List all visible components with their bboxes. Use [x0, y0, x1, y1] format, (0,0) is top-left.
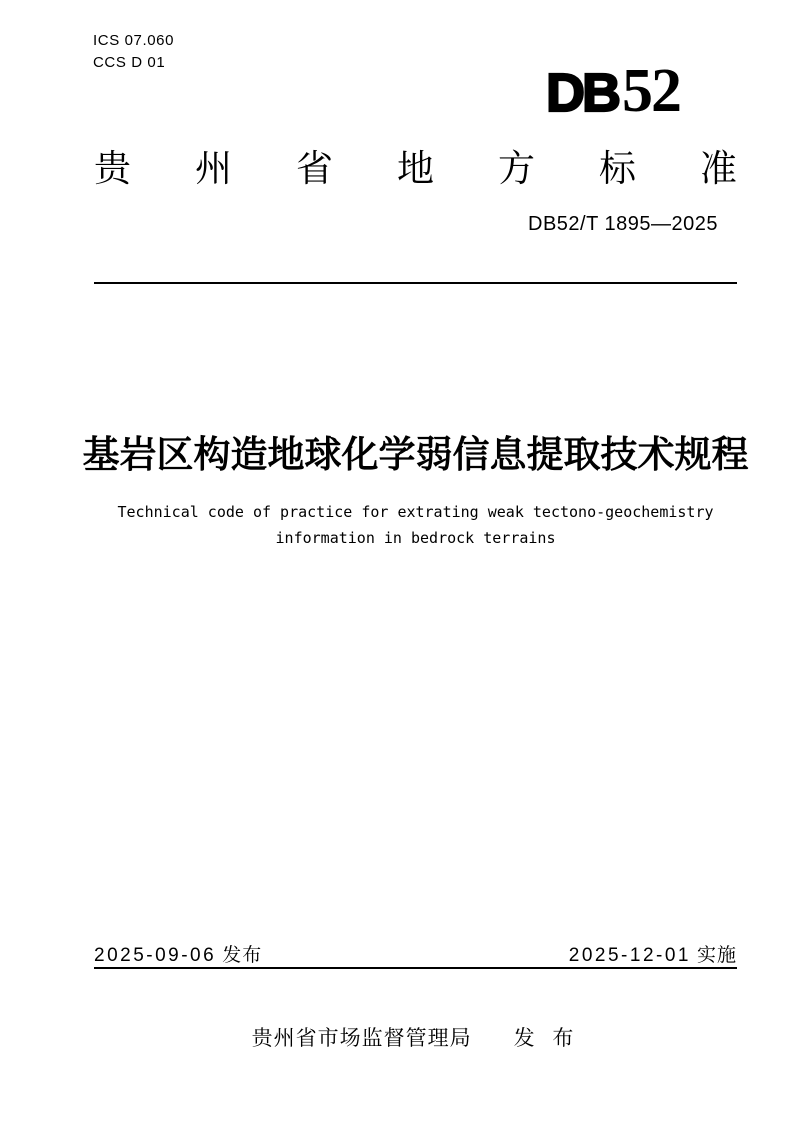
document-title-en-line1: Technical code of practice for extrating weak tectono-geochemistry [117, 503, 714, 521]
issue-date-value: 2025-09-06 [94, 945, 217, 966]
logo-number-text: 52 [622, 57, 680, 125]
db52-logo [546, 57, 680, 125]
issue-date-word: 发布 [222, 945, 263, 966]
ics-code: ICS 07.060 [93, 32, 175, 49]
standard-name-char: 标 [599, 148, 636, 189]
standard-number: DB52/T 1895—2025 [528, 213, 718, 235]
standard-name-row [94, 148, 737, 191]
document-title-en [94, 499, 737, 551]
implement-date-word: 实施 [696, 945, 737, 966]
classification-codes [93, 30, 174, 74]
implement-date-value: 2025-12-01 [568, 945, 691, 966]
standard-name-char: 准 [700, 148, 737, 189]
issue-date [94, 940, 262, 967]
footer-rule [94, 967, 737, 969]
standard-name-char: 州 [195, 148, 232, 189]
standard-name-char: 方 [498, 148, 535, 189]
publisher-row [94, 1022, 737, 1052]
header-rule [94, 282, 737, 284]
implement-date [569, 940, 737, 967]
document-title-zh: 基岩区构造地球化学弱信息提取技术规程 [82, 434, 749, 475]
publisher-name: 贵州省市场监督管理局 [251, 1027, 472, 1050]
publish-action: 发 布 [513, 1027, 580, 1050]
ccs-code: CCS D 01 [93, 54, 166, 71]
document-title-en-line2: information in bedrock terrains [275, 529, 556, 547]
standard-name-char: 地 [397, 148, 434, 189]
dates-row [94, 940, 737, 967]
standard-name-char: 贵 [94, 148, 131, 189]
standard-name-char: 省 [296, 148, 333, 189]
logo-db-text: DB [546, 63, 618, 123]
